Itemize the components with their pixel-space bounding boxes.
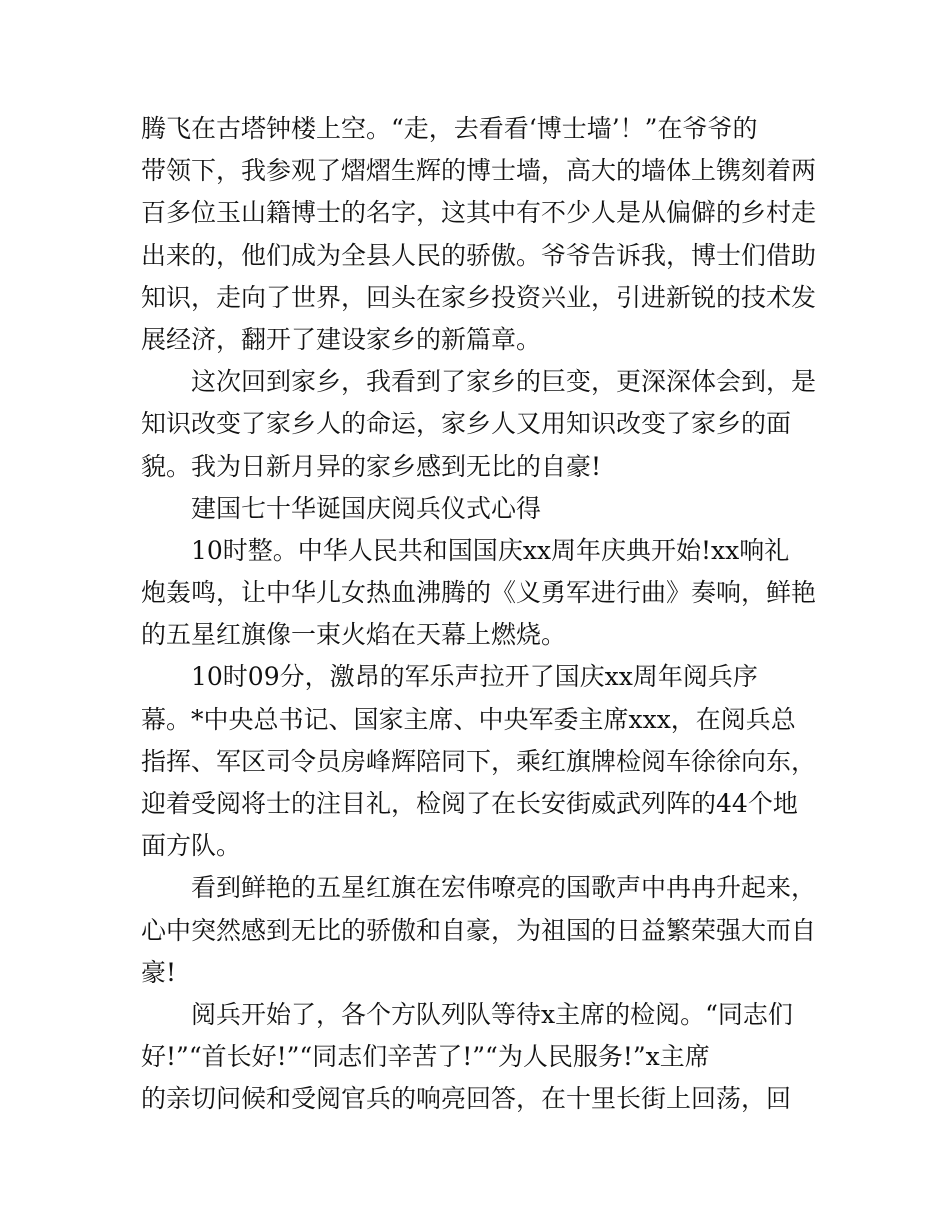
text-line: 10时09分，激昂的军乐声拉开了国庆xx周年阅兵序 xyxy=(191,662,758,692)
text-line: 建国七十华诞国庆阅兵仪式心得 xyxy=(191,493,542,523)
text-line: 豪! xyxy=(141,957,177,987)
text-line: 好!”“首长好!”“同志们辛苦了!”“为人民服务!”x主席 xyxy=(141,1042,710,1072)
text-line: 指挥、军区司令员房峰辉陪同下，乘红旗牌检阅车徐徐向东， xyxy=(141,746,817,776)
text-line: 腾飞在古塔钟楼上空。“走，去看看‘博士墙’！”在爷爷的 xyxy=(141,114,758,143)
text-line: 面方队。 xyxy=(141,831,242,861)
text-line: 炮轰鸣，让中华儿女热血沸腾的《义勇军进行曲》奏响，鲜艳 xyxy=(141,578,817,608)
text-line: 展经济，翻开了建设家乡的新篇章。 xyxy=(141,324,542,354)
text-line: 的五星红旗像一束火焰在天幕上燃烧。 xyxy=(141,620,567,650)
text-line: 貌。我为日新月异的家乡感到无比的自豪! xyxy=(141,451,602,481)
text-line: 知识，走向了世界，回头在家乡投资兴业，引进新锐的技术发 xyxy=(141,282,817,312)
text-line: 知识改变了家乡人的命运，家乡人又用知识改变了家乡的面 xyxy=(141,409,792,439)
document-body xyxy=(141,108,816,1121)
text-line: 10时整。中华人民共和国国庆xx周年庆典开始!xx响礼 xyxy=(191,535,790,565)
text-line: 幕。*中央总书记、国家主席、中央军委主席xxx，在阅兵总 xyxy=(141,704,796,734)
text-line: 心中突然感到无比的骄傲和自豪，为祖国的日益繁荣强大而自 xyxy=(141,915,817,945)
text-line: 出来的，他们成为全县人民的骄傲。爷爷告诉我，博士们借助 xyxy=(141,240,817,270)
text-line: 百多位玉山籍博士的名字，这其中有不少人是从偏僻的乡村走 xyxy=(141,198,817,228)
text-line: 迎着受阅将士的注目礼，检阅了在长安街威武列阵的44个地 xyxy=(141,789,798,818)
text-line: 看到鲜艳的五星红旗在宏伟嘹亮的国歌声中冉冉升起来， xyxy=(191,873,817,903)
text-line: 这次回到家乡，我看到了家乡的巨变，更深深体会到，是 xyxy=(191,367,817,397)
text-line: 阅兵开始了，各个方队列队等待x主席的检阅。“同志们 xyxy=(191,999,793,1029)
text-line: 的亲切问候和受阅官兵的响亮回答，在十里长街上回荡，回 xyxy=(141,1084,792,1114)
text-line: 带领下，我参观了熠熠生辉的博士墙，高大的墙体上镌刻着两 xyxy=(141,156,817,186)
